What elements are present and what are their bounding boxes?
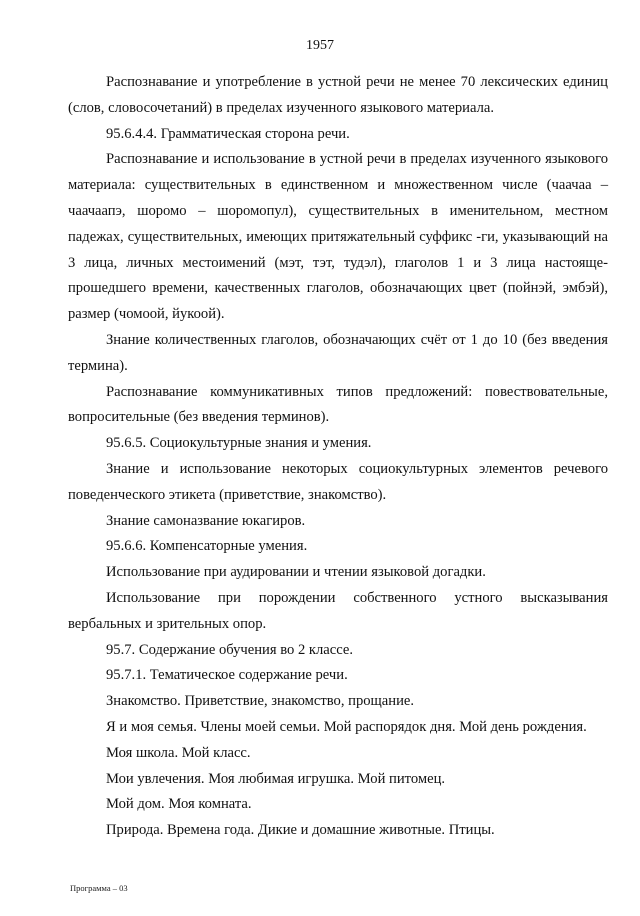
- topic-hobbies: Мои увлечения. Моя любимая игрушка. Мой питомец.: [106, 770, 446, 787]
- paragraph-numerals: Знание количественных глаголов, обозначающих счёт от 1 до 10 (без введения термина).: [68, 331, 608, 374]
- paragraph-self-name: Знание самоназвание юкагиров.: [106, 512, 306, 529]
- paragraph-etiquette: Знание и использование некоторых социокультурных элементов речевого поведенческого этикета (приветствие, знакомство).: [68, 460, 608, 503]
- section-heading-grade-2: 95.7. Содержание обучения во 2 классе.: [106, 641, 354, 658]
- section-heading-grammar: 95.6.4.4. Грамматическая сторона речи.: [106, 125, 350, 142]
- section-heading-compensatory: 95.6.6. Компенсаторные умения.: [106, 538, 308, 555]
- paragraph-lexical-units: Распознавание и употребление в устной речи не менее 70 лексических единиц (слов, словосочетаний) в пределах изученного языкового материала.: [68, 74, 608, 116]
- page-number: 1957: [306, 38, 334, 53]
- topic-family: Я и моя семья. Члены моей семьи. Мой распорядок дня. Мой день рождения.: [106, 718, 587, 735]
- paragraph-grammar-content: Распознавание и использование в устной речи в пределах изученного языкового материала: существительных в единственном и множественном числе (чаачаа – чаачаапэ, шоромо – шоромопул), существительных в именительном, местном падежах, существительных, имеющих притяжательный суффикс -ги, указывающий на 3 лица, личных местоимений (мэт, тэт, тудэл), глаголов 1 и 3 лица настояще-прошедшего времени, качественных глаголов, обозначающих цвет (пойнэй, эмбэй), размер (чомоой, йукоой).: [68, 151, 608, 323]
- topic-school: Моя школа. Мой класс.: [106, 744, 251, 761]
- section-heading-thematic: 95.7.1. Тематическое содержание речи.: [106, 667, 348, 684]
- paragraph-sentence-types: Распознавание коммуникативных типов предложений: повествовательные, вопросительные (без введения терминов).: [68, 383, 608, 426]
- section-heading-sociocultural: 95.6.5. Социокультурные знания и умения.: [106, 435, 372, 452]
- document-body: [68, 70, 608, 844]
- paragraph-supports: Использование при порождении собственного устного высказывания вербальных и зрительных опор.: [68, 589, 608, 632]
- topic-home: Мой дом. Моя комната.: [106, 796, 252, 813]
- paragraph-guessing: Использование при аудировании и чтении языковой догадки.: [106, 564, 486, 581]
- page-footer: Программа – 03: [70, 883, 128, 893]
- topic-acquaintance: Знакомство. Приветствие, знакомство, прощание.: [106, 693, 415, 710]
- topic-nature: Природа. Времена года. Дикие и домашние животные. Птицы.: [106, 822, 495, 839]
